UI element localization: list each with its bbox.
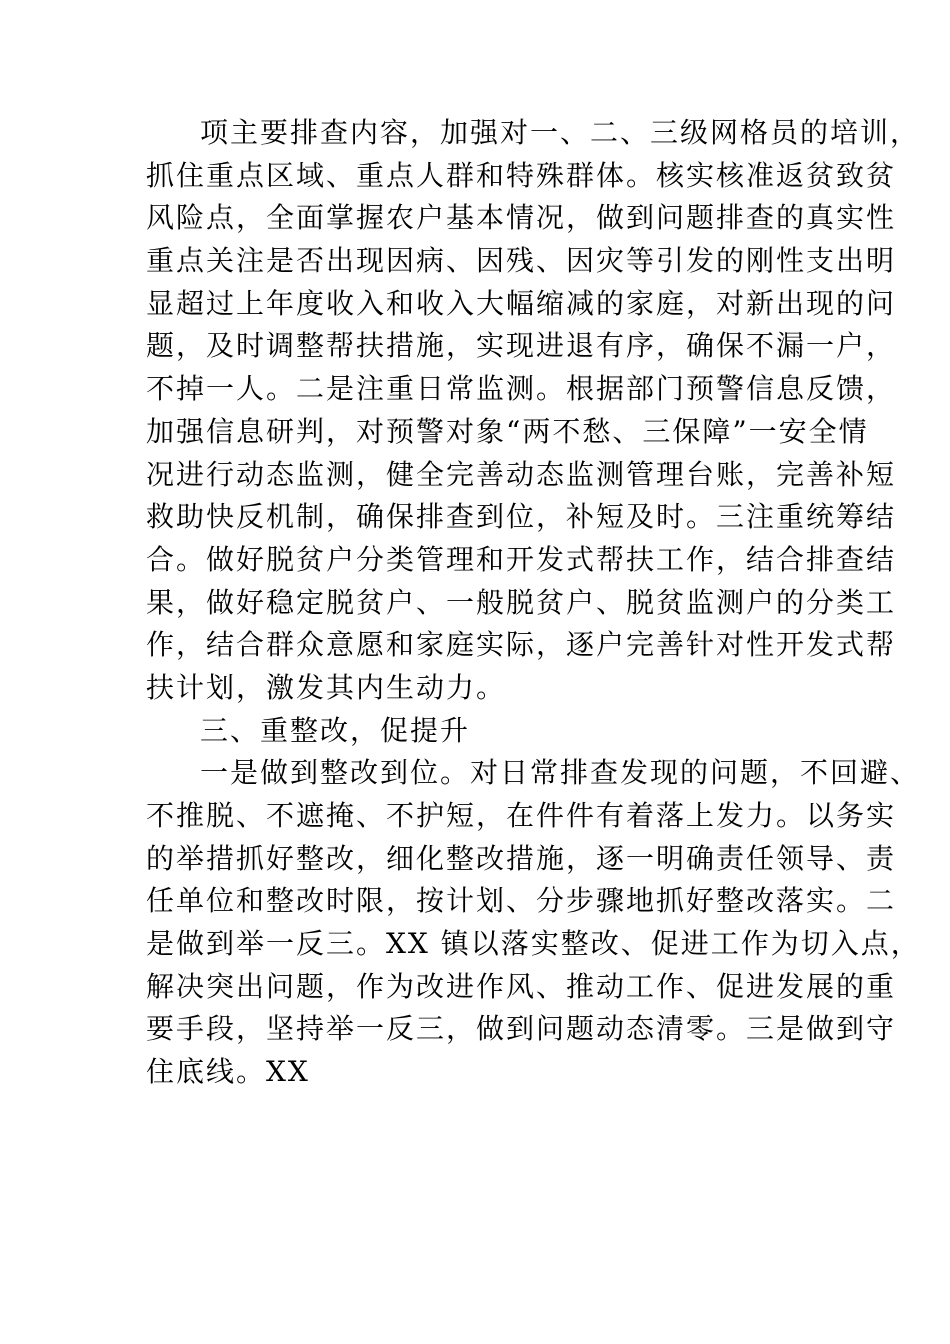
text-line: 一是做到整改到位。对日常排查发现的问题，不回避、 <box>200 756 921 790</box>
text-line: 任单位和整改时限，按计划、分步骤地抓好整改落实。二 <box>146 884 897 918</box>
text-line: 不掉一人。二是注重日常监测。根据部门预警信息反馈， <box>146 372 897 406</box>
text-line: 救助快反机制，确保排查到位，补短及时。三注重统筹结 <box>146 500 897 534</box>
text-line: 况进行动态监测，健全完善动态监测管理台账，完善补短 <box>146 457 897 491</box>
text-line: 作，结合群众意愿和家庭实际，逐户完善针对性开发式帮 <box>146 628 897 662</box>
text-line: 风险点，全面掌握农户基本情况，做到问题排查的真实性 <box>146 201 897 235</box>
text-line: 的举措抓好整改，细化整改措施，逐一明确责任领导、责 <box>146 841 897 875</box>
body-text <box>146 112 921 1094</box>
text-line: 果，做好稳定脱贫户、一般脱贫户、脱贫监测户的分类工 <box>146 585 897 619</box>
text-line: 解决突出问题，作为改进作风、推动工作、促进发展的重 <box>146 969 897 1003</box>
text-line: 扶计划，激发其内生动力。 <box>146 670 507 704</box>
text-line: 合。做好脱贫户分类管理和开发式帮扶工作，结合排查结 <box>146 542 897 576</box>
text-line: 不推脱、不遮掩、不护短，在件件有着落上发力。以务实 <box>146 799 897 832</box>
text-line: 抓住重点区域、重点人群和特殊群体。核实核准返贫致贫 <box>146 158 897 192</box>
section-heading: 三、重整改，促提升 <box>200 713 471 747</box>
text-line: 加强信息研判，对预警对象“两不愁、三保障”一安全情 <box>146 414 869 448</box>
text-line: 题，及时调整帮扶措施，实现进退有序，确保不漏一户， <box>146 329 897 363</box>
text-line: 项主要排查内容，加强对一、二、三级网格员的培训， <box>200 116 921 149</box>
text-line: 显超过上年度收入和收入大幅缩减的家庭，对新出现的问 <box>146 286 897 320</box>
text-line: 要手段，坚持举一反三，做到问题动态清零。三是做到守 <box>146 1012 897 1046</box>
text-line: 住底线。XX <box>146 1055 310 1089</box>
text-line: 重点关注是否出现因病、因残、因灾等引发的刚性支出明 <box>146 244 897 278</box>
text-line: 是做到举一反三。XX 镇以落实整改、促进工作为切入点， <box>146 927 921 961</box>
